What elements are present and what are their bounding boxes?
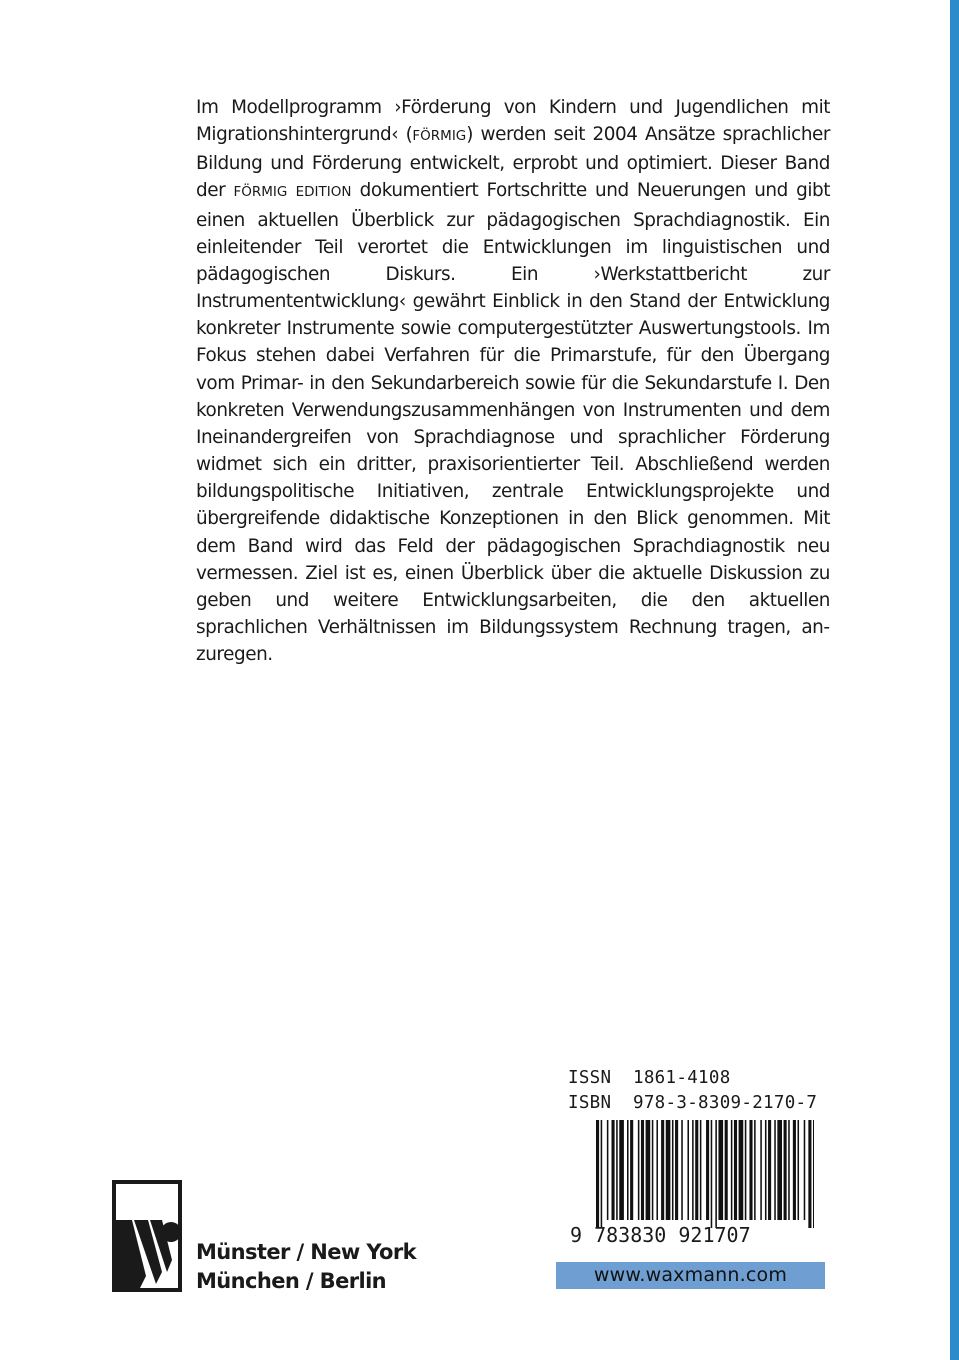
edition-label: EDITION <box>295 184 352 201</box>
barcode-bar <box>596 1120 599 1228</box>
barcode-bar <box>681 1120 683 1220</box>
barcode-bar <box>641 1120 644 1220</box>
barcode-bar <box>715 1120 717 1228</box>
barcode-bar <box>612 1120 615 1220</box>
barcode-bar <box>687 1120 689 1220</box>
barcode-bar <box>646 1120 651 1220</box>
barcode-bar <box>788 1120 790 1220</box>
spine-color-bar <box>950 0 959 1360</box>
barcode-bar <box>725 1120 728 1220</box>
barcode-bar <box>749 1120 752 1220</box>
waxmann-logo-icon <box>112 1180 182 1292</box>
barcode-bar <box>760 1120 762 1220</box>
barcode-bar <box>718 1120 723 1220</box>
barcode-digits: 9 783830 921707 <box>570 1223 751 1247</box>
barcode-bar <box>700 1120 702 1220</box>
barcode-bar <box>745 1120 747 1220</box>
barcode-bar <box>695 1120 698 1220</box>
blurb-text-3: dokumentiert Fortschritte und Neuerungen und gibt einen aktuellen Überblick zur pädagogischen Sprachdiagnostik. Ein einleitender Teil verortet die Entwicklungen im linguistischen und pädagogischen Diskurs. Ein ›Werkstattbericht zur Instrumententwicklung‹ gewährt Einblick in den Stand der Entwicklung konkreter Instrumente sowie computergestützter Auswertungstools. Im Fokus stehen dabei Verfahren für die Primarstufe, für den Übergang vom Primar- in den Sekundarbereich sowie für die Sekundarstufe I. Den konkreten Verwendungszusammenhängen von Instrumenten und dem Ineinandergreifen von Sprachdiagnose und sprachlicher Förderung widmet sich ein dritter, praxisorientierter Teil. Abschließend werden bildungspolitische Initiativen, zentrale Entwicklungsprojekte und übergreifende didaktische Konzeptionen in den Blick genommen. Mit dem Band wird das Feld der pädagogischen Sprachdiagnostik neu vermessen. Ziel ist es, einen Überblick über die aktuelle Diskussion zu geben und weitere Entwicklungsarbeiten, die den aktuellen sprachlichen Verhältnissen im Bildungssystem Rechnung tragen, anzuregen. <box>196 180 830 666</box>
barcode-bar <box>601 1120 603 1228</box>
barcode-bar <box>808 1120 811 1228</box>
barcode-bar <box>675 1120 678 1220</box>
barcode-bar <box>656 1120 658 1220</box>
blurb-text-1: Im Modellprogramm ›Förderung von Kindern und Jugendlichen mit Migrationshintergrund‹ ( <box>196 97 830 146</box>
barcode-bar <box>672 1120 674 1220</box>
barcode-bar <box>666 1120 671 1220</box>
formig-name-2: FÖRMIG <box>233 184 288 201</box>
barcode-bar <box>798 1120 800 1220</box>
barcode-bar <box>711 1120 713 1228</box>
barcode-bar <box>754 1120 756 1220</box>
identifier-codes <box>568 1066 817 1116</box>
barcode-bar <box>607 1120 609 1220</box>
barcode-bar <box>692 1120 694 1220</box>
publisher-cities <box>196 1238 416 1296</box>
barcode-bar <box>638 1120 640 1220</box>
barcode-bar <box>793 1120 796 1220</box>
barcode-bar <box>616 1120 618 1220</box>
city-line-1: Münster / New York <box>196 1240 416 1264</box>
barcode-bar <box>630 1120 633 1220</box>
barcode-bar <box>652 1120 654 1220</box>
publisher-website[interactable]: www.waxmann.com <box>556 1262 825 1289</box>
blurb-text-2: ) werden seit 2004 Ansätze sprachlicher Bildung und Förderung entwickelt, erprobt und optimiert. Dieser Band der <box>196 124 830 202</box>
barcode-bar <box>734 1120 737 1220</box>
barcode-bar <box>804 1120 806 1220</box>
barcode-bar <box>619 1120 624 1220</box>
barcode-bar <box>813 1120 814 1228</box>
back-cover-blurb <box>196 94 830 668</box>
isbn-number: ISBN 978-3-8309-2170-7 <box>568 1093 818 1113</box>
barcode-bar <box>784 1120 787 1220</box>
barcode-bar <box>731 1120 733 1220</box>
barcode-bar <box>739 1120 744 1220</box>
barcode-bar <box>768 1120 771 1220</box>
barcode-bar <box>765 1120 767 1220</box>
barcode-bar <box>627 1120 629 1220</box>
barcode-bar <box>706 1120 709 1220</box>
barcode-bar <box>777 1120 782 1220</box>
city-line-2: München / Berlin <box>196 1269 387 1293</box>
issn-number: ISSN 1861-4108 <box>568 1068 731 1088</box>
formig-name-1: FÖRMIG <box>412 128 467 145</box>
barcode-bar <box>774 1120 776 1220</box>
isbn-barcode <box>596 1120 814 1228</box>
barcode-bar <box>661 1120 664 1220</box>
